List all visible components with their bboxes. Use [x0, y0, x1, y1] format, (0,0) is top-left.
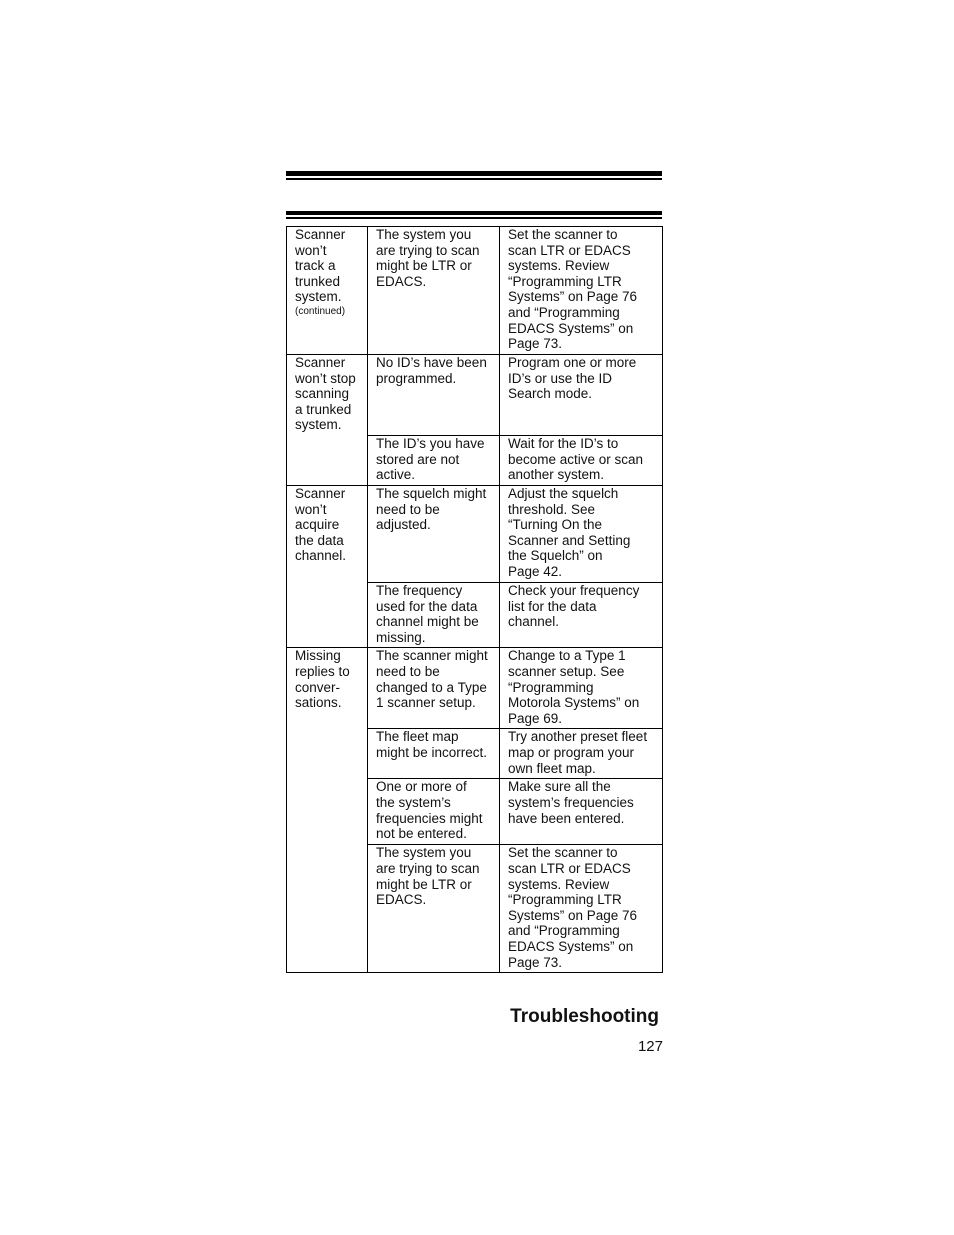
continued-note: (continued): [295, 305, 346, 317]
header-rule-bottom: [286, 211, 662, 219]
table-row: [287, 648, 663, 729]
solution-cell: [500, 355, 663, 436]
cell-line: active.: [376, 467, 416, 483]
cell-line: own fleet map.: [508, 760, 596, 776]
cell-line: Search mode.: [508, 386, 593, 402]
cell-line: Page 69.: [508, 710, 563, 726]
cell-line: The ID’s you have: [376, 436, 485, 451]
cause-cell: [368, 729, 500, 779]
cell-line: need to be: [376, 663, 440, 679]
cell-line: channel might be: [376, 614, 479, 630]
cause-cell: [368, 355, 500, 436]
cell-line: scanner setup. See: [508, 663, 625, 679]
cell-line: threshold. See: [508, 501, 596, 517]
cell-line: stored are not: [376, 451, 460, 467]
cell-line: the system’s: [376, 794, 451, 810]
solution-cell: [500, 227, 663, 355]
cell-line: scan LTR or EDACS: [508, 860, 631, 876]
cell-line: might be LTR or: [376, 876, 472, 892]
cell-line: the data: [295, 532, 344, 548]
problem-cell: [287, 355, 368, 486]
cell-line: need to be: [376, 501, 440, 517]
solution-cell: [500, 779, 663, 845]
cell-line: list for the data: [508, 598, 597, 614]
problem-cell: [287, 227, 368, 355]
cell-line: “Programming LTR: [508, 273, 622, 289]
cell-line: and “Programming: [508, 304, 620, 320]
cell-line: adjusted.: [376, 517, 431, 533]
cell-line: Scanner and Setting: [508, 532, 631, 548]
cell-line: acquire: [295, 517, 340, 533]
cell-line: scan LTR or EDACS: [508, 242, 631, 258]
cause-cell: [368, 779, 500, 845]
cell-line: Scanner: [295, 486, 346, 501]
page-number: 127: [637, 1038, 663, 1055]
cell-line: systems. Review: [508, 876, 610, 892]
cell-line: programmed.: [376, 370, 457, 386]
table-row: [287, 227, 663, 355]
cell-line: EDACS Systems” on: [508, 320, 634, 336]
cell-line: have been entered.: [508, 810, 625, 826]
cell-line: won’t: [295, 242, 327, 258]
solution-cell: [500, 436, 663, 486]
cell-line: the Squelch” on: [508, 548, 603, 564]
cell-line: track a: [295, 258, 336, 274]
cell-line: missing.: [376, 629, 426, 645]
cell-line: systems. Review: [508, 258, 610, 274]
solution-cell: [500, 648, 663, 729]
cell-line: The system you: [376, 227, 472, 242]
cell-line: ID’s or use the ID: [508, 370, 613, 386]
solution-cell: [500, 486, 663, 583]
cell-line: Check your frequency: [508, 583, 640, 598]
cell-line: The fleet map: [376, 729, 459, 745]
cell-line: another system.: [508, 467, 605, 483]
cell-line: Adjust the squelch: [508, 486, 619, 501]
cell-line: The scanner might: [376, 648, 488, 664]
cell-line: The system you: [376, 845, 472, 861]
cell-line: Change to a Type 1: [508, 648, 626, 664]
cell-line: Try another preset fleet: [508, 729, 648, 745]
cause-cell: [368, 486, 500, 583]
cell-line: conver-: [295, 679, 341, 695]
cell-line: Missing: [295, 648, 341, 664]
cell-line: and “Programming: [508, 923, 620, 939]
cell-line: system.: [295, 289, 342, 305]
cell-line: a trunked: [295, 401, 352, 417]
solution-cell: [500, 729, 663, 779]
troubleshooting-table: [286, 226, 663, 973]
troubleshooting-table-body: [287, 227, 663, 973]
cell-line: EDACS Systems” on: [508, 938, 634, 954]
cell-line: channel.: [508, 614, 560, 630]
cell-line: Wait for the ID’s to: [508, 436, 619, 451]
cell-line: Scanner: [295, 227, 346, 242]
cell-line: are trying to scan: [376, 242, 480, 258]
solution-cell: [500, 583, 663, 648]
cell-line: Set the scanner to: [508, 227, 618, 242]
table-row: [287, 355, 663, 436]
cell-line: Make sure all the: [508, 779, 611, 795]
cause-cell: [368, 436, 500, 486]
cell-line: are trying to scan: [376, 860, 480, 876]
cell-line: map or program your: [508, 744, 635, 760]
cell-line: channel.: [295, 548, 347, 564]
cell-line: No ID’s have been: [376, 355, 487, 370]
cell-line: become active or scan: [508, 451, 644, 467]
cell-line: EDACS.: [376, 892, 427, 908]
problem-cell: [287, 648, 368, 973]
cause-cell: [368, 845, 500, 973]
problem-cell: [287, 486, 368, 648]
cell-line: Set the scanner to: [508, 845, 618, 861]
cell-line: frequencies might: [376, 810, 483, 826]
cell-line: The frequency: [376, 583, 463, 598]
cell-line: Motorola Systems” on: [508, 695, 640, 711]
cell-line: Systems” on Page 76: [508, 907, 638, 923]
table-row: [287, 486, 663, 583]
cause-cell: [368, 227, 500, 355]
cell-line: scanning: [295, 386, 350, 402]
cause-cell: [368, 583, 500, 648]
cause-cell: [368, 648, 500, 729]
section-title: Troubleshooting: [510, 1006, 659, 1027]
cell-line: replies to: [295, 663, 350, 679]
cell-line: might be incorrect.: [376, 744, 488, 760]
cell-line: “Turning On the: [508, 517, 603, 533]
cell-line: changed to a Type: [376, 679, 487, 695]
cell-line: system.: [295, 417, 342, 433]
solution-cell: [500, 845, 663, 973]
cell-line: used for the data: [376, 598, 478, 614]
cell-line: Page 73.: [508, 954, 563, 970]
cell-line: might be LTR or: [376, 258, 472, 274]
cell-line: not be entered.: [376, 826, 467, 842]
cell-line: Systems” on Page 76: [508, 289, 638, 305]
cell-line: The squelch might: [376, 486, 487, 501]
cell-line: Scanner: [295, 355, 346, 370]
cell-line: won’t stop: [295, 370, 356, 386]
cell-line: trunked: [295, 273, 341, 289]
header-rule-top: [286, 171, 662, 180]
cell-line: Program one or more: [508, 355, 637, 370]
cell-line: Page 73.: [508, 336, 563, 352]
cell-line: One or more of: [376, 779, 467, 795]
cell-line: 1 scanner setup.: [376, 695, 476, 711]
cell-line: system’s frequencies: [508, 794, 634, 810]
cell-line: sations.: [295, 695, 342, 711]
cell-line: Page 42.: [508, 563, 563, 579]
cell-line: “Programming: [508, 679, 594, 695]
cell-line: won’t: [295, 501, 327, 517]
cell-line: EDACS.: [376, 273, 427, 289]
cell-line: “Programming LTR: [508, 892, 622, 908]
